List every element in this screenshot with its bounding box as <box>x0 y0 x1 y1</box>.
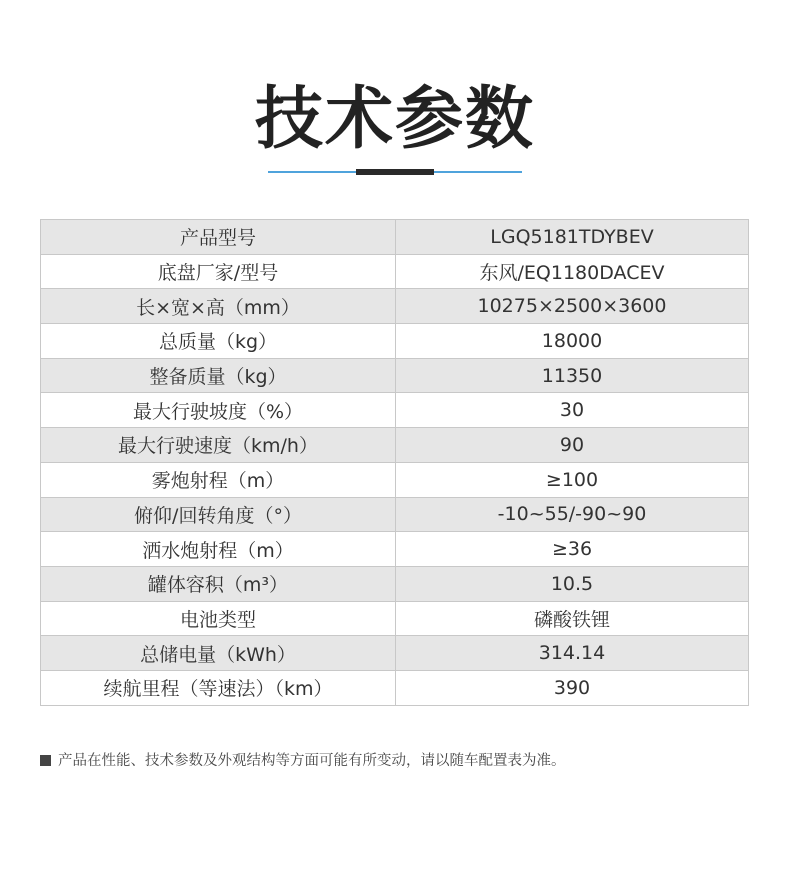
spec-value: -10~55/-90~90 <box>396 497 749 532</box>
spec-label: 产品型号 <box>41 220 396 255</box>
spec-label: 最大行驶速度（km/h） <box>41 428 396 463</box>
spec-value: 10.5 <box>396 566 749 601</box>
table-row <box>41 324 749 359</box>
spec-label: 底盘厂家/型号 <box>41 254 396 289</box>
title-underline-accent <box>356 169 434 175</box>
spec-label: 总储电量（kWh） <box>41 636 396 671</box>
spec-label: 罐体容积（m³） <box>41 566 396 601</box>
table-row <box>41 462 749 497</box>
spec-label: 最大行驶坡度（%） <box>41 393 396 428</box>
table-row <box>41 289 749 324</box>
spec-label: 总质量（kg） <box>41 324 396 359</box>
table-row <box>41 497 749 532</box>
table-row <box>41 428 749 463</box>
table-row <box>41 393 749 428</box>
spec-value: 18000 <box>396 324 749 359</box>
table-row <box>41 254 749 289</box>
spec-value: 东风/EQ1180DACEV <box>396 254 749 289</box>
spec-label: 长×宽×高（mm） <box>41 289 396 324</box>
table-row <box>41 220 749 255</box>
spec-table <box>40 219 749 706</box>
spec-label: 雾炮射程（m） <box>41 462 396 497</box>
spec-label: 电池类型 <box>41 601 396 636</box>
spec-value: ≥36 <box>396 532 749 567</box>
table-row <box>41 566 749 601</box>
spec-value: LGQ5181TDYBEV <box>396 220 749 255</box>
spec-value: 314.14 <box>396 636 749 671</box>
spec-label: 洒水炮射程（m） <box>41 532 396 567</box>
table-row <box>41 532 749 567</box>
square-bullet-icon <box>40 755 51 766</box>
spec-label: 续航里程（等速法）（km） <box>41 670 396 705</box>
disclaimer-note <box>40 751 566 771</box>
spec-value: 90 <box>396 428 749 463</box>
table-row <box>41 636 749 671</box>
spec-value: 390 <box>396 670 749 705</box>
spec-value: ≥100 <box>396 462 749 497</box>
table-row <box>41 358 749 393</box>
spec-value: 11350 <box>396 358 749 393</box>
table-row <box>41 601 749 636</box>
spec-value: 10275×2500×3600 <box>396 289 749 324</box>
spec-value: 30 <box>396 393 749 428</box>
spec-value: 磷酸铁锂 <box>396 601 749 636</box>
spec-label: 整备质量（kg） <box>41 358 396 393</box>
table-row <box>41 670 749 705</box>
spec-label: 俯仰/回转角度（°） <box>41 497 396 532</box>
page-title: 技术参数 <box>254 80 535 159</box>
disclaimer-text: 产品在性能、技术参数及外观结构等方面可能有所变动，请以随车配置表为准。 <box>58 753 566 769</box>
